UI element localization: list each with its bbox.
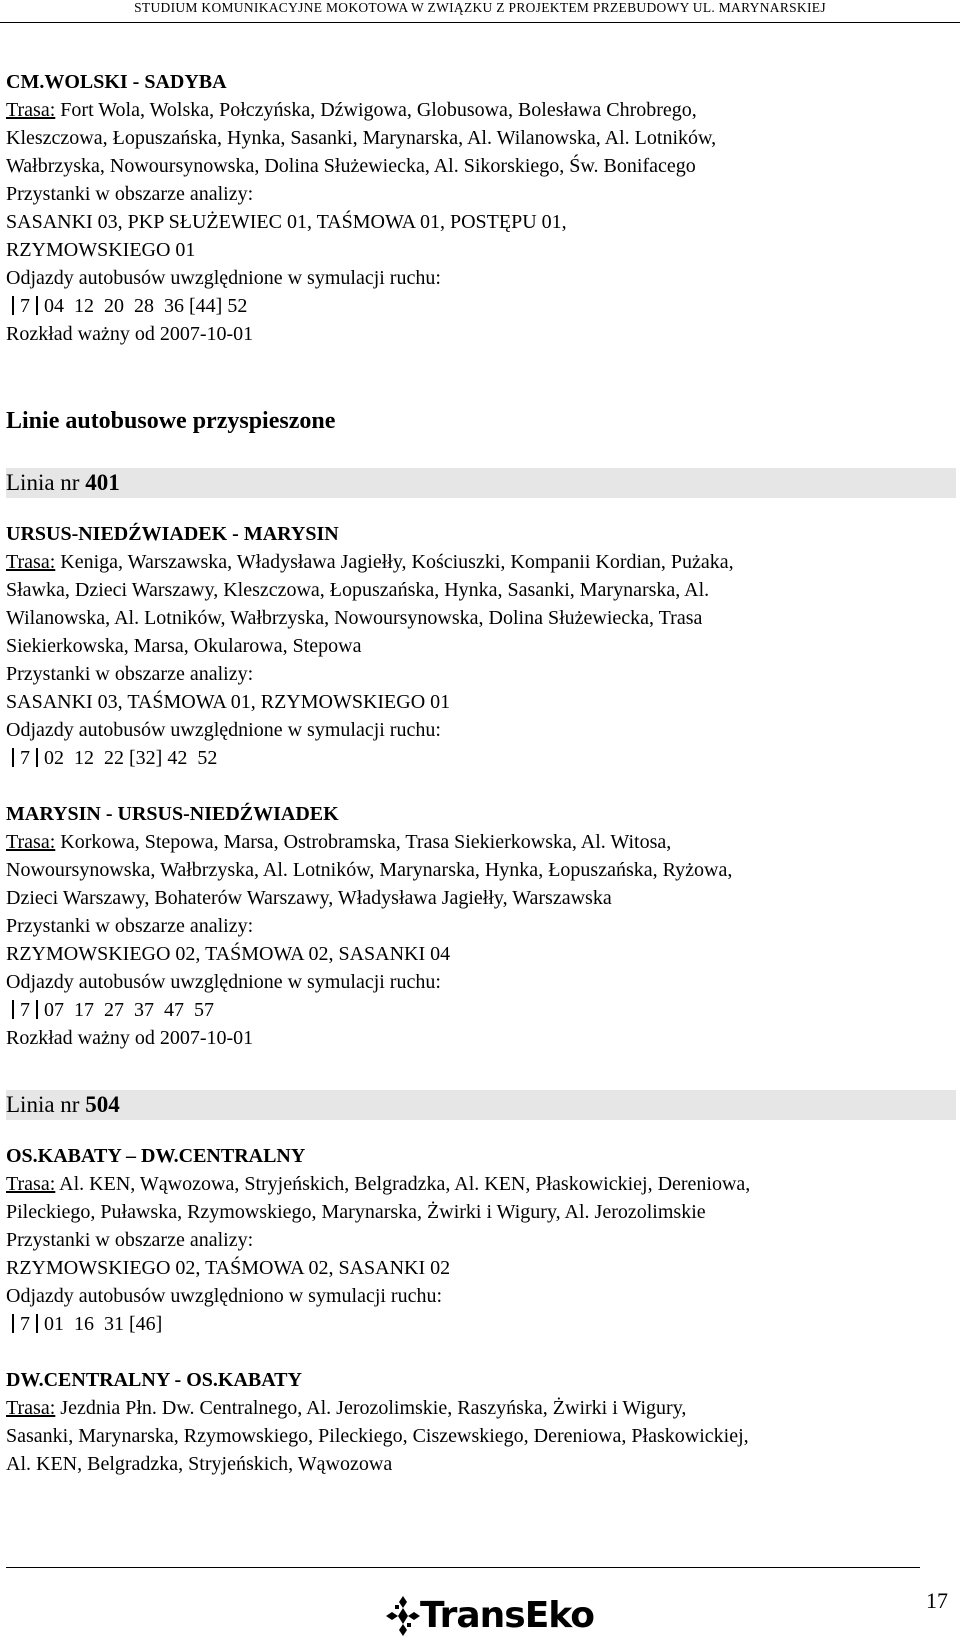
departure-hour: 7 (20, 999, 30, 1021)
route-block-504-dir1 (6, 1142, 956, 1338)
line-label: Linia nr (6, 1092, 86, 1117)
footer-rule (6, 1567, 920, 1568)
trasa-label: Trasa: (6, 1173, 56, 1195)
route-title: DW.CENTRALNY - OS.KABATY (6, 1369, 302, 1391)
trasa-label: Trasa: (6, 551, 56, 573)
line-header-504 (6, 1090, 956, 1120)
trasa-text: Siekierkowska, Marsa, Okularowa, Stepowa (6, 635, 362, 657)
departures-label: Odjazdy autobusów uwzględnione w symulacji ruchu: (6, 267, 441, 289)
departure-times: 07 17 27 37 47 57 (44, 999, 214, 1021)
route-title: OS.KABATY – DW.CENTRALNY (6, 1145, 306, 1167)
trasa-text: Kleszczowa, Łopuszańska, Hynka, Sasanki, Marynarska, Al. Wilanowska, Al. Lotników, (6, 127, 717, 149)
schedule-valid-date: Rozkład ważny od 2007-10-01 (6, 323, 254, 345)
departures-label: Odjazdy autobusów uwzględnione w symulacji ruchu: (6, 719, 441, 741)
trasa-text: Korkowa, Stepowa, Marsa, Ostrobramska, Trasa Siekierkowska, Al. Witosa, (55, 831, 672, 853)
separator-bar (36, 1000, 38, 1019)
line-number: 504 (85, 1092, 120, 1117)
line-header-401 (6, 468, 956, 498)
route-block-cm-wolski (6, 68, 956, 348)
stops-label: Przystanki w obszarze analizy: (6, 915, 254, 937)
trasa-text: Sławka, Dzieci Warszawy, Kleszczowa, Łopuszańska, Hynka, Sasanki, Marynarska, Al. (6, 579, 710, 601)
departure-times: 04 12 20 28 36 [44] 52 (44, 295, 248, 317)
departure-times: 02 12 22 [32] 42 52 (44, 747, 218, 769)
departures-row (6, 292, 956, 320)
trasa-text: Jezdnia Płn. Dw. Centralnego, Al. Jerozolimskie, Raszyńska, Żwirki i Wigury, (55, 1397, 687, 1419)
running-header: STUDIUM KOMUNIKACYJNE MOKOTOWA W ZWIĄZKU Z PROJEKTEM PRZEBUDOWY UL. MARYNARSKIEJ (0, 0, 960, 23)
trasa-label: Trasa: (6, 99, 56, 121)
stops-label: Przystanki w obszarze analizy: (6, 1229, 254, 1251)
trasa-text: Wałbrzyska, Nowoursynowska, Dolina Służewiecka, Al. Sikorskiego, Św. Bonifacego (6, 155, 696, 177)
stops-text: RZYMOWSKIEGO 01 (6, 239, 196, 261)
trasa-text: Al. KEN, Belgradzka, Stryjeńskich, Wąwozowa (6, 1453, 393, 1475)
departures-row (6, 996, 956, 1024)
document-body (6, 68, 956, 1478)
trasa-text: Keniga, Warszawska, Władysława Jagiełły, Kościuszki, Kompanii Kordian, Pużaka, (55, 551, 734, 573)
trasa-label: Trasa: (6, 1397, 56, 1419)
route-block-401-dir2 (6, 800, 956, 1052)
stops-text: RZYMOWSKIEGO 02, TAŚMOWA 02, SASANKI 02 (6, 1257, 451, 1279)
line-number: 401 (85, 470, 120, 495)
separator-bar (36, 748, 38, 767)
trasa-label: Trasa: (6, 831, 56, 853)
route-block-401-dir1 (6, 520, 956, 772)
departures-row (6, 744, 956, 772)
trasa-text: Al. KEN, Wąwozowa, Stryjeńskich, Belgradzka, Al. KEN, Płaskowickiej, Dereniowa, (55, 1173, 751, 1195)
departure-hour: 7 (20, 747, 30, 769)
separator-bar (12, 1314, 14, 1333)
section-heading: Linie autobusowe przyspieszone (6, 408, 336, 434)
stops-text: SASANKI 03, TAŚMOWA 01, RZYMOWSKIEGO 01 (6, 691, 451, 713)
separator-bar (12, 1000, 14, 1019)
transeko-logo-text: TransEko (420, 1595, 595, 1636)
departures-label: Odjazdy autobusów uwzględniono w symulacji ruchu: (6, 1285, 443, 1307)
departures-label: Odjazdy autobusów uwzględnione w symulacji ruchu: (6, 971, 441, 993)
separator-bar (12, 296, 14, 315)
separator-bar (36, 296, 38, 315)
departure-times: 01 16 31 [46] (44, 1313, 163, 1335)
separator-bar (36, 1314, 38, 1333)
trasa-text: Nowoursynowska, Wałbrzyska, Al. Lotników, Marynarska, Hynka, Łopuszańska, Ryżowa, (6, 859, 733, 881)
transeko-logo-icon (386, 1596, 420, 1636)
route-title: MARYSIN - URSUS-NIEDŹWIADEK (6, 803, 339, 825)
schedule-valid-date: Rozkład ważny od 2007-10-01 (6, 1027, 254, 1049)
trasa-text: Sasanki, Marynarska, Rzymowskiego, Pileckiego, Ciszewskiego, Dereniowa, Płaskowickiej, (6, 1425, 749, 1447)
stops-text: SASANKI 03, PKP SŁUŻEWIEC 01, TAŚMOWA 01, POSTĘPU 01, (6, 211, 567, 233)
route-title: CM.WOLSKI - SADYBA (6, 71, 227, 93)
trasa-text: Fort Wola, Wolska, Połczyńska, Dźwigowa, Globusowa, Bolesława Chrobrego, (55, 99, 697, 121)
stops-label: Przystanki w obszarze analizy: (6, 663, 254, 685)
route-block-504-dir2 (6, 1366, 956, 1478)
stops-text: RZYMOWSKIEGO 02, TAŚMOWA 02, SASANKI 04 (6, 943, 451, 965)
trasa-text: Wilanowska, Al. Lotników, Wałbrzyska, Nowoursynowska, Dolina Służewiecka, Trasa (6, 607, 703, 629)
departure-hour: 7 (20, 1313, 30, 1335)
departure-hour: 7 (20, 295, 30, 317)
trasa-text: Pileckiego, Puławska, Rzymowskiego, Marynarska, Żwirki i Wigury, Al. Jerozolimskie (6, 1201, 706, 1223)
trasa-text: Dzieci Warszawy, Bohaterów Warszawy, Władysława Jagiełły, Warszawska (6, 887, 612, 909)
stops-label: Przystanki w obszarze analizy: (6, 183, 254, 205)
line-label: Linia nr (6, 470, 86, 495)
route-title: URSUS-NIEDŹWIADEK - MARYSIN (6, 523, 339, 545)
page-number: 17 (926, 1588, 948, 1613)
separator-bar (12, 748, 14, 767)
departures-row (6, 1310, 956, 1338)
